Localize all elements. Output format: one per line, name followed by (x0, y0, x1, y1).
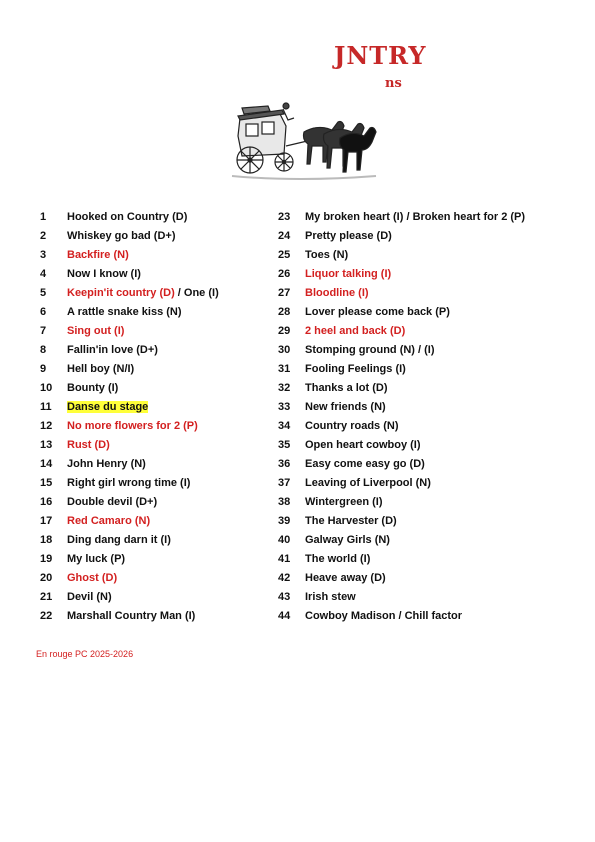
item-number: 3 (40, 249, 47, 261)
item-number: 6 (40, 306, 47, 318)
list-item (40, 284, 219, 303)
list-item (40, 531, 219, 550)
item-number: 8 (40, 344, 47, 356)
item-title-part: Marshall Country Man (I) (67, 610, 196, 622)
list-item (40, 550, 219, 569)
item-number: 30 (278, 344, 291, 356)
item-number: 20 (40, 572, 53, 584)
item-title-part: Hooked on Country (D) (67, 211, 188, 223)
item-title (305, 512, 397, 531)
item-title-part: Rust (D) (67, 439, 110, 451)
item-title-part: Open heart cowboy (I) (305, 439, 421, 451)
item-number: 29 (278, 325, 291, 337)
list-item (278, 227, 525, 246)
list-item (278, 512, 525, 531)
item-number: 28 (278, 306, 291, 318)
item-number: 42 (278, 572, 291, 584)
item-number: 13 (40, 439, 53, 451)
item-title-part: Devil (N) (67, 591, 112, 603)
item-title-part: Keepin'it country (D) (67, 287, 175, 299)
item-number: 4 (40, 268, 47, 280)
item-number: 39 (278, 515, 291, 527)
list-item (40, 341, 219, 360)
item-title-part: Danse du stage (67, 401, 149, 413)
list-item (40, 455, 219, 474)
item-title (67, 398, 148, 417)
item-number: 15 (40, 477, 53, 489)
list-item (40, 379, 219, 398)
item-title (305, 360, 406, 379)
item-title (67, 265, 141, 284)
list-item (278, 455, 525, 474)
list-item (40, 512, 219, 531)
item-title (305, 227, 392, 246)
item-title (305, 284, 369, 303)
item-title-part: Stomping ground (N) / (I) (305, 344, 435, 356)
list-item (40, 398, 219, 417)
list-item (40, 436, 219, 455)
item-title-part: Heave away (D) (305, 572, 386, 584)
item-number: 41 (278, 553, 291, 565)
list-item (278, 322, 525, 341)
list-item (278, 607, 525, 626)
item-number: 9 (40, 363, 47, 375)
item-number: 24 (278, 230, 291, 242)
list-item (278, 398, 525, 417)
list-item (40, 246, 219, 265)
item-title (305, 436, 421, 455)
item-number: 43 (278, 591, 291, 603)
item-title (305, 398, 386, 417)
item-title-part: New friends (N) (305, 401, 386, 413)
list-item (278, 379, 525, 398)
item-title (305, 265, 391, 284)
item-title (67, 284, 219, 303)
list-item (278, 417, 525, 436)
item-title-part: Galway Girls (N) (305, 534, 390, 546)
item-title-part: No more flowers for 2 (P) (67, 420, 198, 432)
list-item (40, 607, 219, 626)
list-item (278, 246, 525, 265)
item-number: 33 (278, 401, 291, 413)
item-title (305, 569, 386, 588)
item-title (305, 455, 425, 474)
item-title (67, 341, 158, 360)
item-number: 14 (40, 458, 53, 470)
page-subtitle: ns (385, 76, 402, 91)
item-title-part: Ding dang darn it (I) (67, 534, 171, 546)
item-title (67, 550, 125, 569)
item-title (305, 246, 348, 265)
item-title-part: Fooling Feelings (I) (305, 363, 406, 375)
list-item (40, 569, 219, 588)
item-title-part: Liquor talking (I) (305, 268, 392, 280)
item-title-part: Now I know (I) (67, 268, 141, 280)
item-number: 25 (278, 249, 291, 261)
list-item (40, 493, 219, 512)
item-title (67, 512, 150, 531)
item-title (67, 531, 171, 550)
item-title-part: Whiskey go bad (D+) (67, 230, 176, 242)
item-number: 44 (278, 610, 291, 622)
item-title-part: 2 heel and back (D) (305, 325, 406, 337)
item-title-part: Pretty please (D) (305, 230, 392, 242)
item-title (305, 588, 356, 607)
item-number: 21 (40, 591, 53, 603)
item-title-part: John Henry (N) (67, 458, 146, 470)
item-title-part: Thanks a lot (D) (305, 382, 388, 394)
list-item (278, 569, 525, 588)
list-item (40, 588, 219, 607)
item-title (67, 417, 198, 436)
item-number: 23 (278, 211, 291, 223)
list-item (278, 588, 525, 607)
song-list-left (40, 208, 219, 626)
item-number: 11 (40, 401, 52, 413)
list-item (40, 322, 219, 341)
item-title (67, 322, 124, 341)
list-item (40, 303, 219, 322)
item-number: 10 (40, 382, 53, 394)
item-number: 7 (40, 325, 47, 337)
item-number: 40 (278, 534, 291, 546)
item-title (67, 607, 195, 626)
item-number: 16 (40, 496, 53, 508)
list-item (40, 227, 219, 246)
item-number: 19 (40, 553, 53, 565)
list-item (278, 303, 525, 322)
page-title: JNTRY (334, 41, 427, 70)
item-title (67, 474, 190, 493)
item-title (67, 493, 157, 512)
list-item (40, 208, 219, 227)
item-title-part: My broken heart (I) / Broken heart for 2 (P) (305, 211, 526, 223)
item-title (305, 474, 431, 493)
item-title-part: The Harvester (D) (305, 515, 397, 527)
item-number: 36 (278, 458, 291, 470)
item-title-part: Sing out (I) (67, 325, 125, 337)
item-title-part: Toes (N) (305, 249, 349, 261)
list-item (278, 531, 525, 550)
list-item (40, 265, 219, 284)
song-list-right (278, 208, 525, 626)
item-title-part: Lover please come back (P) (305, 306, 450, 318)
item-number: 26 (278, 268, 291, 280)
item-title-part: Red Camaro (N) (67, 515, 151, 527)
item-title-part: Bounty (I) (67, 382, 119, 394)
item-title-part: Double devil (D+) (67, 496, 158, 508)
item-number: 18 (40, 534, 53, 546)
item-title-part: Wintergreen (I) (305, 496, 383, 508)
item-title (67, 303, 182, 322)
list-item (278, 474, 525, 493)
item-number: 2 (40, 230, 47, 242)
item-number: 34 (278, 420, 291, 432)
item-title (305, 208, 525, 227)
item-number: 22 (40, 610, 53, 622)
item-title (67, 208, 187, 227)
item-number: 31 (278, 363, 291, 375)
item-title (305, 493, 383, 512)
item-title (67, 436, 110, 455)
item-title-part: / One (I) (174, 287, 219, 299)
list-item (278, 493, 525, 512)
item-title (67, 246, 129, 265)
item-title-part: Hell boy (N/I) (67, 363, 135, 375)
item-title (305, 417, 399, 436)
item-title-part: The world (I) (305, 553, 371, 565)
item-number: 1 (40, 211, 47, 223)
item-title (305, 322, 405, 341)
list-item (278, 550, 525, 569)
item-title-part: Fallin'in love (D+) (67, 344, 158, 356)
item-number: 35 (278, 439, 291, 451)
item-title-part: A rattle snake kiss (N) (67, 306, 182, 318)
item-title (67, 360, 134, 379)
item-title (67, 588, 112, 607)
stagecoach-with-horses-icon (228, 96, 380, 184)
item-number: 27 (278, 287, 291, 299)
list-item (40, 360, 219, 379)
item-number: 12 (40, 420, 53, 432)
item-title (67, 227, 176, 246)
item-title (67, 379, 118, 398)
item-title-part: My luck (P) (67, 553, 126, 565)
item-number: 5 (40, 287, 47, 299)
item-title (305, 607, 462, 626)
item-title-part: Bloodline (I) (305, 287, 369, 299)
list-item (278, 208, 525, 227)
item-number: 32 (278, 382, 291, 394)
footer-note: En rouge PC 2025-2026 (36, 649, 134, 659)
item-title-part: Leaving of Liverpool (N) (305, 477, 431, 489)
item-number: 38 (278, 496, 291, 508)
item-title-part: Easy come easy go (D) (305, 458, 425, 470)
item-title-part: Backfire (N) (67, 249, 129, 261)
item-title-part: Ghost (D) (67, 572, 118, 584)
item-title (305, 341, 435, 360)
item-title (67, 569, 117, 588)
item-title (67, 455, 146, 474)
item-title-part: Irish stew (305, 591, 356, 603)
item-number: 37 (278, 477, 291, 489)
list-item (278, 360, 525, 379)
item-title (305, 531, 390, 550)
list-item (40, 474, 219, 493)
item-title (305, 379, 388, 398)
item-title (305, 550, 370, 569)
list-item (278, 341, 525, 360)
list-item (278, 265, 525, 284)
list-item (278, 284, 525, 303)
list-item (40, 417, 219, 436)
item-title (305, 303, 450, 322)
item-number: 17 (40, 515, 53, 527)
item-title-part: Country roads (N) (305, 420, 399, 432)
list-item (278, 436, 525, 455)
item-title-part: Right girl wrong time (I) (67, 477, 191, 489)
item-title-part: Cowboy Madison / Chill factor (305, 610, 463, 622)
